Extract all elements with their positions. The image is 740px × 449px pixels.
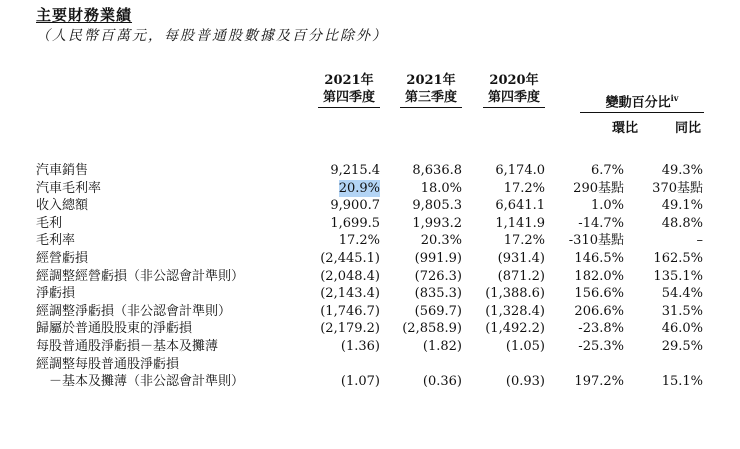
cell-q3-2021: (569.7) [414, 303, 462, 319]
cell-q3-2021: (726.3) [414, 268, 462, 284]
cell-q4-2021: 17.2% [338, 233, 380, 249]
cell-q4-2021: (2,179.2) [320, 321, 380, 337]
cell-qoq: 1.0% [590, 198, 624, 214]
header-q3-2021 [400, 72, 462, 108]
cell-q4-2021: 1,699.5 [330, 215, 380, 231]
cell-qoq: 156.6% [574, 286, 624, 302]
header-change-label: 變動百分比 [605, 95, 671, 111]
header-year: 2021年 [324, 73, 374, 88]
cell-q4-2020: (871.2) [497, 268, 545, 284]
cell-q3-2021: (1.82) [422, 338, 462, 354]
cell-qoq: 6.7% [590, 163, 624, 178]
cell-qoq: 290基點 [573, 180, 624, 196]
row-label: －基本及攤薄（非公認會計準則） [36, 374, 245, 390]
cell-q3-2021: (0.36) [422, 374, 462, 390]
cell-q4-2020: (1,328.4) [485, 303, 545, 319]
cell-q4-2020: 6,641.1 [495, 198, 545, 214]
cell-q4-2021: (2,445.1) [320, 250, 380, 266]
cell-yoy: 49.3% [661, 163, 703, 178]
table-row [0, 338, 740, 356]
row-label: 淨虧損 [36, 286, 76, 302]
cell-q3-2021: 18.0% [420, 180, 462, 196]
cell-yoy: – [696, 233, 703, 249]
table-row [0, 373, 740, 391]
row-label: 經營虧損 [36, 250, 89, 266]
row-label: 毛利 [36, 215, 63, 231]
header-qoq: 環比 [612, 121, 639, 136]
cell-q4-2020: (1,388.6) [485, 286, 545, 302]
row-label: 歸屬於普通股股東的淨虧損 [36, 321, 193, 337]
cell-yoy: 29.5% [661, 338, 703, 354]
header-quarter: 第四季度 [318, 89, 380, 108]
row-label: 經調整每股普通股淨虧損 [36, 356, 180, 372]
header-q4-2021 [318, 72, 380, 108]
cell-q4-2020: (1.05) [505, 338, 545, 354]
table-row [0, 232, 740, 250]
cell-q4-2020: 1,141.9 [495, 215, 545, 231]
header-change-percent [580, 90, 704, 113]
header-yoy: 同比 [675, 121, 702, 136]
row-label: 每股普通股淨虧損－基本及攤薄 [36, 338, 219, 354]
cell-q4-2020: (1,492.2) [485, 321, 545, 337]
row-label: 汽車銷售 [36, 163, 89, 178]
cell-q4-2021: (1.07) [340, 374, 380, 390]
table-row [0, 285, 740, 303]
header-change-note: iv [670, 93, 679, 103]
cell-qoq: 206.6% [574, 303, 624, 319]
table-row [0, 180, 740, 198]
cell-qoq: 146.5% [574, 250, 624, 266]
table-row [0, 356, 740, 374]
row-label: 汽車毛利率 [36, 180, 102, 196]
cell-yoy: 370基點 [652, 180, 703, 196]
cell-q3-2021: 20.3% [420, 233, 462, 249]
cell-qoq: -23.8% [578, 321, 624, 337]
cell-q4-2021: (2,143.4) [320, 286, 380, 302]
cell-q4-2021: (2,048.4) [320, 268, 380, 284]
cell-qoq: -14.7% [578, 215, 624, 231]
cell-qoq: -25.3% [578, 338, 624, 354]
header-year: 2021年 [406, 73, 456, 88]
row-label: 經調整淨虧損（非公認會計準則） [36, 303, 232, 319]
cell-q4-2020: 17.2% [503, 180, 545, 196]
cell-q4-2020: 6,174.0 [495, 163, 545, 178]
header-q4-2020 [483, 72, 545, 108]
cell-q3-2021: 9,805.3 [412, 198, 462, 214]
cell-q4-2021: (1.36) [340, 338, 380, 354]
cell-q4-2020: 17.2% [503, 233, 545, 249]
cell-yoy: 31.5% [661, 303, 703, 319]
cell-yoy: 48.8% [661, 215, 703, 231]
cell-qoq: -310基點 [568, 233, 624, 249]
table-row [0, 320, 740, 338]
cell-yoy: 46.0% [661, 321, 703, 337]
table-row [0, 268, 740, 286]
header-quarter: 第四季度 [483, 89, 545, 108]
section-title: 主要財務業績 [36, 6, 133, 24]
cell-qoq: 197.2% [574, 374, 624, 390]
cell-q3-2021: 1,993.2 [412, 215, 462, 231]
table-row [0, 197, 740, 215]
cell-q3-2021: (991.9) [414, 250, 462, 266]
financial-table-body [0, 162, 740, 391]
cell-yoy: 15.1% [661, 374, 703, 390]
table-row [0, 250, 740, 268]
cell-qoq: 182.0% [574, 268, 624, 284]
cell-q4-2021-selected[interactable]: 20.9% [338, 180, 380, 196]
cell-yoy: 162.5% [653, 250, 703, 266]
row-label: 毛利率 [36, 233, 76, 249]
header-quarter: 第三季度 [400, 89, 462, 108]
table-row [0, 215, 740, 233]
cell-q3-2021: 8,636.8 [412, 163, 462, 178]
cell-q3-2021: (835.3) [414, 286, 462, 302]
cell-q4-2021: 9,215.4 [330, 163, 380, 178]
table-row [0, 162, 740, 180]
section-subtitle: （人民幣百萬元，每股普通股數據及百分比除外） [36, 28, 388, 44]
cell-yoy: 49.1% [661, 198, 703, 214]
header-year: 2020年 [489, 73, 539, 88]
cell-yoy: 135.1% [653, 268, 703, 284]
cell-q4-2021: 9,900.7 [330, 198, 380, 214]
row-label: 經調整經營虧損（非公認會計準則） [36, 268, 245, 284]
cell-q4-2021: (1,746.7) [320, 303, 380, 319]
cell-q4-2020: (0.93) [505, 374, 545, 390]
row-label: 收入總額 [36, 198, 89, 214]
cell-q4-2020: (931.4) [497, 250, 545, 266]
cell-yoy: 54.4% [661, 286, 703, 302]
cell-q3-2021: (2,858.9) [402, 321, 462, 337]
table-row [0, 303, 740, 321]
